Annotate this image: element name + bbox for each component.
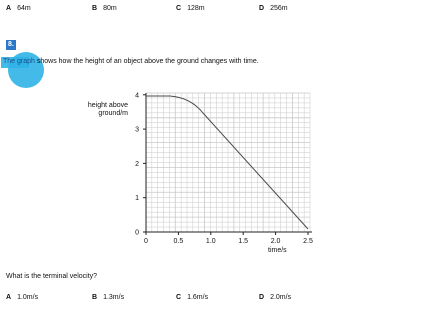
y-tick-label: 2	[135, 160, 139, 168]
option-value: 64m	[17, 5, 31, 12]
option-letter: A	[6, 5, 12, 12]
y-tick-label: 1	[135, 195, 139, 203]
option-a[interactable]	[6, 294, 38, 301]
question-body: shows how the height of an object above the ground changes with time.	[34, 58, 259, 65]
option-value: 1.0m/s	[17, 294, 39, 301]
option-value: 80m	[103, 5, 117, 12]
question-number: 8.	[8, 41, 14, 48]
question-prompt: What is the terminal velocity?	[6, 273, 98, 280]
x-tick-label: 2.0	[270, 238, 281, 245]
graph-grid	[146, 93, 310, 232]
option-c[interactable]	[176, 294, 208, 301]
option-d[interactable]	[259, 294, 291, 301]
option-value: 1.3m/s	[103, 294, 125, 301]
option-value: 256m	[270, 5, 288, 12]
highlighted-text: The graph	[3, 58, 35, 65]
option-letter: A	[6, 294, 12, 301]
option-value: 128m	[187, 5, 205, 12]
option-value: 2.0m/s	[270, 294, 292, 301]
option-letter: D	[259, 5, 265, 12]
y-axis-label-line2: ground/m	[98, 110, 128, 117]
option-letter: D	[259, 294, 265, 301]
y-tick-label: 0	[135, 229, 139, 237]
option-letter: C	[176, 294, 182, 301]
x-tick-label: 0	[144, 238, 148, 245]
y-tick-label: 4	[135, 92, 139, 100]
x-tick-label: 1.0	[205, 238, 216, 245]
option-b[interactable]	[92, 294, 124, 301]
x-tick-label: 2.5	[303, 238, 313, 245]
option-letter: C	[176, 5, 182, 12]
y-tick-label: 3	[135, 126, 139, 134]
x-axis-label: time/s	[268, 247, 287, 254]
x-tick-label: 1.5	[238, 238, 249, 245]
option-letter: B	[92, 294, 98, 301]
option-letter: B	[92, 5, 98, 12]
option-value: 1.6m/s	[187, 294, 209, 301]
x-tick-label: 0.5	[173, 238, 184, 245]
y-axis-label-line1: height above	[87, 102, 128, 109]
